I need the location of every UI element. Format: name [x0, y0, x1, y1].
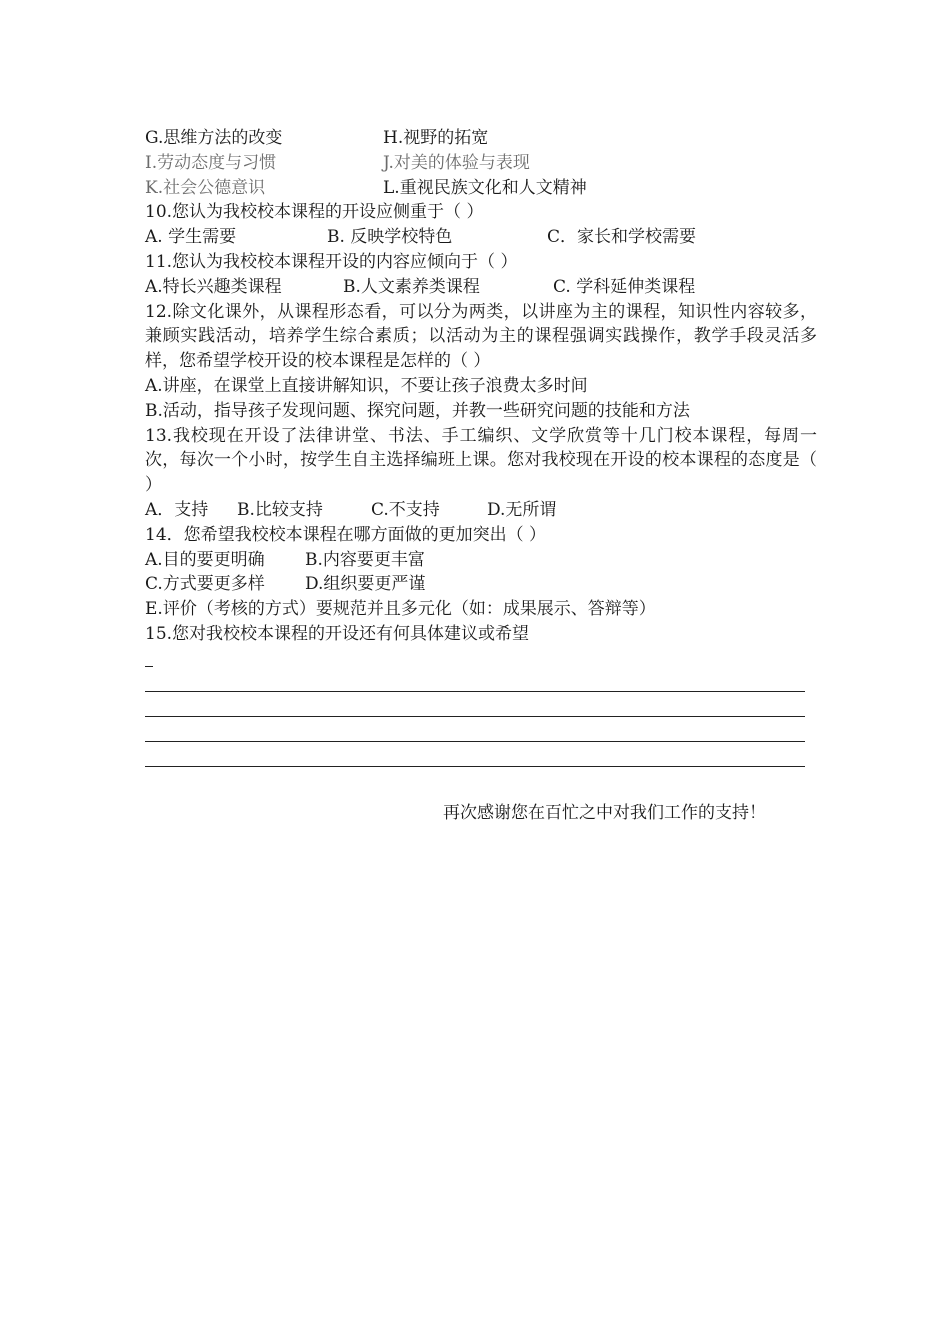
q10-option-a: A. 学生需要 — [145, 227, 237, 248]
q11-option-a: A.特长兴趣类课程 — [145, 276, 282, 297]
answer-line-3[interactable] — [145, 741, 805, 742]
q11-option-c: C. 学科延伸类课程 — [553, 276, 696, 297]
q14-option-c: C.方式要更多样 — [145, 574, 265, 595]
option-h: H.视野的拓宽 — [383, 128, 489, 148]
question-11: 11.您认为我校校本课程开设的内容应倾向于（ ） — [145, 251, 518, 272]
q14-option-b: B.内容要更丰富 — [305, 549, 425, 570]
question-13: 13.我校现在开设了法律讲堂、书法、手工编织、文学欣赏等十几门校本课程，每周一次，每次一个小时，按学生自主选择编班上课。您对我校现在开设的校本课程的态度是（ ） — [145, 425, 817, 496]
question-14: 14．您希望我校校本课程在哪方面做的更加突出（ ） — [145, 524, 547, 545]
q9-options-row-3 — [145, 176, 825, 201]
q11-option-b: B.人文素养类课程 — [343, 276, 480, 297]
q10-option-c: C．家长和学校需要 — [547, 227, 697, 248]
answer-line-1[interactable] — [145, 691, 805, 692]
q10-options — [145, 225, 825, 250]
question-15: 15.您对我校校本课程的开设还有何具体建议或希望 — [145, 623, 530, 644]
q13-option-d: D.无所谓 — [487, 499, 557, 520]
q14-options-row-2 — [145, 572, 825, 597]
q13-option-a: A．支持 — [145, 499, 209, 520]
q13-option-b: B.比较支持 — [237, 499, 323, 520]
q14-option-a: A.目的要更明确 — [145, 549, 265, 570]
q14-option-e: E.评价（考核的方式）要规范并且多元化（如：成果展示、答辩等） — [145, 599, 656, 620]
q10-option-b: B. 反映学校特色 — [327, 227, 453, 248]
option-g: G.思维方法的改变 — [145, 128, 283, 148]
option-l: L.重视民族文化和人文精神 — [383, 177, 587, 198]
answer-line-2[interactable] — [145, 716, 805, 717]
q12-option-a: A.讲座，在课堂上直接讲解知识，不要让孩子浪费太多时间 — [145, 375, 588, 396]
q9-options-row-1 — [145, 126, 825, 151]
question-10: 10.您认为我校校本课程的开设应侧重于（ ） — [145, 202, 484, 223]
q14-option-d: D.组织要更严谨 — [305, 574, 426, 595]
option-j: J.对美的体验与表现 — [383, 152, 530, 173]
q9-options-row-2 — [145, 151, 825, 176]
option-k: K.社会公德意识 — [145, 177, 266, 198]
question-12: 12.除文化课外，从课程形态看，可以分为两类，以讲座为主的课程，知识性内容较多，兼顾实践活动，培养学生综合素质；以活动为主的课程强调实践操作，教学手段灵活多样，您希望学校开设的校本课程是怎样的（ ） — [145, 301, 817, 372]
q13-option-c: C.不支持 — [371, 499, 440, 520]
closing-thanks: 再次感谢您在百忙之中对我们工作的支持！ — [443, 803, 766, 823]
questionnaire-body — [145, 126, 825, 647]
q14-options-row-1 — [145, 548, 825, 573]
q13-options — [145, 498, 825, 523]
q12-option-b: B.活动，指导孩子发现问题、探究问题，并教一些研究问题的技能和方法 — [145, 400, 690, 421]
q11-options — [145, 275, 825, 300]
answer-line-4[interactable] — [145, 766, 805, 767]
option-i: I.劳动态度与习惯 — [145, 152, 277, 173]
answer-start-mark — [145, 666, 153, 667]
